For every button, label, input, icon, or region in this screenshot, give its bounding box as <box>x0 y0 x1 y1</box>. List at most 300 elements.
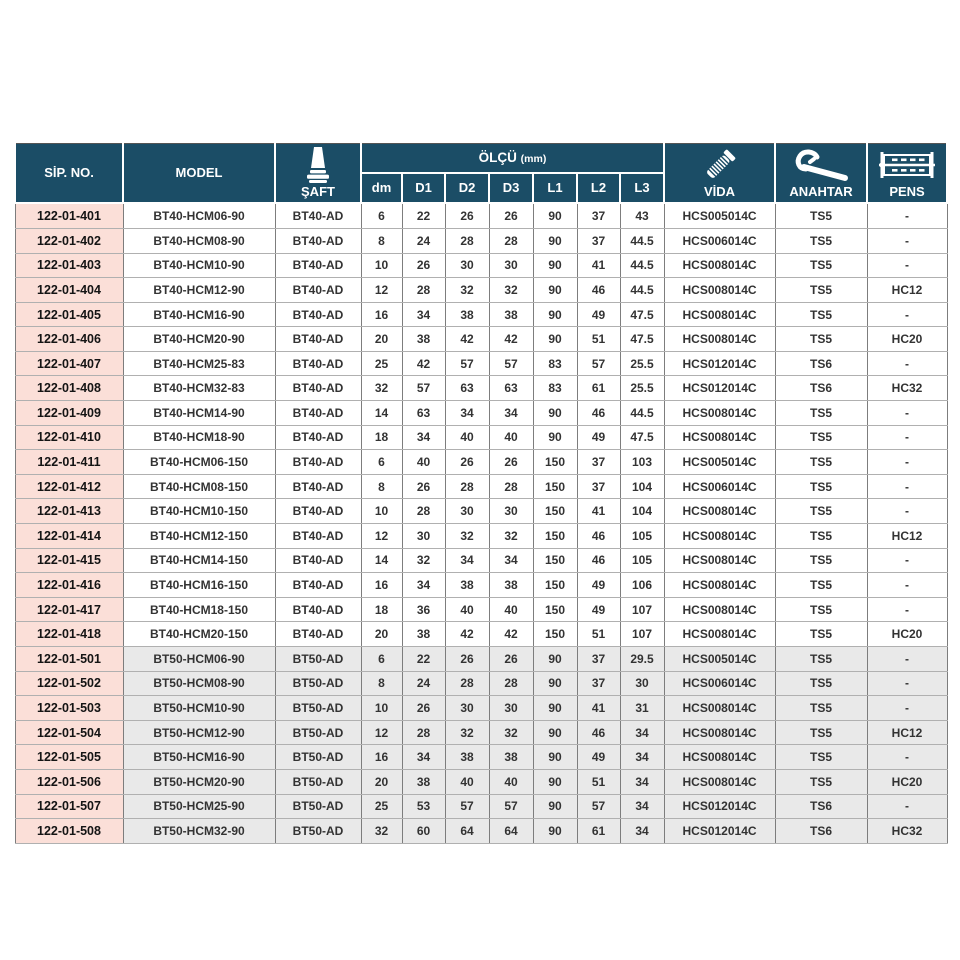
cell-l1: 90 <box>533 278 577 303</box>
cell-d1: 38 <box>402 327 445 352</box>
cell-d3: 42 <box>489 327 533 352</box>
cell-dm: 8 <box>361 671 402 696</box>
cell-anahtar: TS5 <box>775 720 867 745</box>
cell-l2: 37 <box>577 450 620 475</box>
cell-d1: 26 <box>402 696 445 721</box>
cell-model: BT40-HCM10-90 <box>123 253 275 278</box>
table-row <box>15 327 947 352</box>
cell-d1: 34 <box>402 302 445 327</box>
cell-l3: 25.5 <box>620 351 664 376</box>
cell-d3: 30 <box>489 499 533 524</box>
cell-anahtar: TS5 <box>775 499 867 524</box>
cell-dm: 16 <box>361 573 402 598</box>
cell-d2: 32 <box>445 278 489 303</box>
col-header-vida <box>664 144 775 204</box>
cell-pens: HC20 <box>867 327 947 352</box>
cell-dm: 18 <box>361 425 402 450</box>
table-row <box>15 450 947 475</box>
cell-d1: 36 <box>402 597 445 622</box>
cell-l2: 37 <box>577 671 620 696</box>
cell-d2: 28 <box>445 474 489 499</box>
cell-model: BT50-HCM10-90 <box>123 696 275 721</box>
col-header-olcu-group <box>361 144 664 173</box>
cell-anahtar: TS5 <box>775 228 867 253</box>
cell-l2: 41 <box>577 253 620 278</box>
cell-d1: 26 <box>402 253 445 278</box>
cell-pens: - <box>867 745 947 770</box>
cell-d1: 34 <box>402 425 445 450</box>
cell-l1: 150 <box>533 548 577 573</box>
cell-d3: 30 <box>489 253 533 278</box>
olcu-unit-label: (mm) <box>520 153 547 166</box>
cell-vida: HCS008014C <box>664 597 775 622</box>
cell-l2: 51 <box>577 327 620 352</box>
cell-l2: 37 <box>577 474 620 499</box>
cell-pens: HC32 <box>867 376 947 401</box>
cell-model: BT40-HCM08-150 <box>123 474 275 499</box>
cell-d1: 53 <box>402 794 445 819</box>
cell-l2: 46 <box>577 524 620 549</box>
cell-l1: 90 <box>533 253 577 278</box>
table-row <box>15 351 947 376</box>
cell-d2: 38 <box>445 745 489 770</box>
cell-d2: 30 <box>445 499 489 524</box>
cell-l1: 90 <box>533 203 577 228</box>
cell-l3: 105 <box>620 524 664 549</box>
cell-d1: 22 <box>402 203 445 228</box>
cell-l1: 90 <box>533 425 577 450</box>
cell-sip-no: 122-01-410 <box>15 425 123 450</box>
cell-dm: 16 <box>361 302 402 327</box>
cell-l2: 37 <box>577 647 620 672</box>
cell-saft: BT40-AD <box>275 302 361 327</box>
cell-l1: 150 <box>533 573 577 598</box>
cell-l2: 46 <box>577 548 620 573</box>
cell-vida: HCS006014C <box>664 671 775 696</box>
cell-anahtar: TS5 <box>775 696 867 721</box>
cell-saft: BT50-AD <box>275 745 361 770</box>
table-row <box>15 745 947 770</box>
cell-model: BT40-HCM08-90 <box>123 228 275 253</box>
cell-saft: BT40-AD <box>275 499 361 524</box>
cell-dm: 10 <box>361 499 402 524</box>
cell-anahtar: TS5 <box>775 548 867 573</box>
cell-l1: 90 <box>533 769 577 794</box>
cell-d3: 57 <box>489 794 533 819</box>
cell-saft: BT40-AD <box>275 573 361 598</box>
cell-l3: 43 <box>620 203 664 228</box>
cell-l2: 46 <box>577 401 620 426</box>
cell-sip-no: 122-01-401 <box>15 203 123 228</box>
cell-sip-no: 122-01-403 <box>15 253 123 278</box>
cell-anahtar: TS6 <box>775 819 867 844</box>
col-header-l1: L1 <box>533 173 577 203</box>
cell-l3: 107 <box>620 622 664 647</box>
cell-d3: 28 <box>489 671 533 696</box>
cell-saft: BT40-AD <box>275 327 361 352</box>
vida-label: VİDA <box>703 184 736 199</box>
cell-d3: 40 <box>489 597 533 622</box>
cell-dm: 20 <box>361 327 402 352</box>
cell-d1: 42 <box>402 351 445 376</box>
cell-dm: 25 <box>361 794 402 819</box>
cell-d3: 26 <box>489 203 533 228</box>
cell-model: BT50-HCM25-90 <box>123 794 275 819</box>
cell-saft: BT50-AD <box>275 720 361 745</box>
cell-model: BT50-HCM12-90 <box>123 720 275 745</box>
cell-model: BT50-HCM32-90 <box>123 819 275 844</box>
cell-saft: BT40-AD <box>275 278 361 303</box>
cell-d3: 28 <box>489 228 533 253</box>
cell-saft: BT50-AD <box>275 819 361 844</box>
cell-l3: 103 <box>620 450 664 475</box>
cell-d3: 32 <box>489 720 533 745</box>
cell-anahtar: TS5 <box>775 401 867 426</box>
cell-d1: 60 <box>402 819 445 844</box>
cell-anahtar: TS6 <box>775 351 867 376</box>
cell-sip-no: 122-01-504 <box>15 720 123 745</box>
cell-vida: HCS008014C <box>664 327 775 352</box>
cell-d3: 32 <box>489 524 533 549</box>
cell-d2: 32 <box>445 524 489 549</box>
cell-saft: BT50-AD <box>275 794 361 819</box>
cell-d1: 26 <box>402 474 445 499</box>
table-row <box>15 278 947 303</box>
cell-anahtar: TS5 <box>775 425 867 450</box>
cell-vida: HCS008014C <box>664 253 775 278</box>
cell-d1: 28 <box>402 499 445 524</box>
cell-vida: HCS012014C <box>664 376 775 401</box>
cell-vida: HCS005014C <box>664 647 775 672</box>
cell-d2: 28 <box>445 228 489 253</box>
table-row <box>15 819 947 844</box>
product-spec-table <box>14 143 948 844</box>
cell-model: BT50-HCM06-90 <box>123 647 275 672</box>
cell-l1: 150 <box>533 622 577 647</box>
cell-saft: BT40-AD <box>275 425 361 450</box>
cell-d2: 38 <box>445 302 489 327</box>
cell-sip-no: 122-01-502 <box>15 671 123 696</box>
cell-d2: 30 <box>445 696 489 721</box>
col-header-d1: D1 <box>402 173 445 203</box>
cell-d2: 63 <box>445 376 489 401</box>
cell-d3: 38 <box>489 745 533 770</box>
cell-l1: 90 <box>533 327 577 352</box>
cell-sip-no: 122-01-406 <box>15 327 123 352</box>
cell-l3: 44.5 <box>620 278 664 303</box>
cell-l2: 37 <box>577 228 620 253</box>
cell-model: BT40-HCM12-90 <box>123 278 275 303</box>
cell-sip-no: 122-01-415 <box>15 548 123 573</box>
cell-l1: 90 <box>533 302 577 327</box>
col-header-d3: D3 <box>489 173 533 203</box>
cell-l3: 34 <box>620 769 664 794</box>
cell-vida: HCS012014C <box>664 351 775 376</box>
cell-d2: 30 <box>445 253 489 278</box>
cell-sip-no: 122-01-413 <box>15 499 123 524</box>
cell-d2: 26 <box>445 450 489 475</box>
cell-saft: BT50-AD <box>275 647 361 672</box>
cell-pens: - <box>867 597 947 622</box>
cell-l1: 90 <box>533 228 577 253</box>
table-row <box>15 769 947 794</box>
cell-saft: BT50-AD <box>275 671 361 696</box>
cell-l1: 90 <box>533 794 577 819</box>
table-row <box>15 376 947 401</box>
cell-pens: - <box>867 450 947 475</box>
cell-d1: 40 <box>402 450 445 475</box>
cell-d2: 40 <box>445 425 489 450</box>
cell-saft: BT40-AD <box>275 401 361 426</box>
cell-dm: 12 <box>361 720 402 745</box>
cell-vida: HCS008014C <box>664 622 775 647</box>
cell-pens: HC20 <box>867 769 947 794</box>
cell-d2: 28 <box>445 671 489 696</box>
cell-d3: 34 <box>489 401 533 426</box>
cell-l1: 83 <box>533 351 577 376</box>
col-header-sip-no <box>15 144 123 204</box>
cell-dm: 16 <box>361 745 402 770</box>
cell-d3: 63 <box>489 376 533 401</box>
cell-model: BT40-HCM20-90 <box>123 327 275 352</box>
cell-l3: 34 <box>620 794 664 819</box>
cell-l1: 150 <box>533 524 577 549</box>
cell-vida: HCS008014C <box>664 720 775 745</box>
cell-sip-no: 122-01-507 <box>15 794 123 819</box>
cell-l2: 51 <box>577 622 620 647</box>
cell-model: BT40-HCM18-90 <box>123 425 275 450</box>
cell-d1: 34 <box>402 745 445 770</box>
cell-d3: 28 <box>489 474 533 499</box>
cell-l1: 90 <box>533 720 577 745</box>
hook-wrench-icon <box>776 146 866 184</box>
col-header-model <box>123 144 275 204</box>
table-row <box>15 696 947 721</box>
table-row <box>15 671 947 696</box>
table-row <box>15 401 947 426</box>
cell-vida: HCS008014C <box>664 278 775 303</box>
cell-dm: 8 <box>361 474 402 499</box>
cell-dm: 14 <box>361 548 402 573</box>
cell-saft: BT40-AD <box>275 524 361 549</box>
cell-l3: 47.5 <box>620 302 664 327</box>
cell-saft: BT40-AD <box>275 450 361 475</box>
table-body <box>15 203 947 844</box>
cell-pens: - <box>867 351 947 376</box>
cell-pens: - <box>867 253 947 278</box>
cell-sip-no: 122-01-412 <box>15 474 123 499</box>
table-row <box>15 647 947 672</box>
cell-l3: 29.5 <box>620 647 664 672</box>
cell-saft: BT40-AD <box>275 474 361 499</box>
cell-anahtar: TS5 <box>775 769 867 794</box>
table-row <box>15 573 947 598</box>
cell-sip-no: 122-01-407 <box>15 351 123 376</box>
table-row <box>15 622 947 647</box>
cell-l2: 49 <box>577 597 620 622</box>
cell-d3: 32 <box>489 278 533 303</box>
cell-l3: 31 <box>620 696 664 721</box>
cell-vida: HCS008014C <box>664 524 775 549</box>
cell-anahtar: TS5 <box>775 573 867 598</box>
cell-l2: 61 <box>577 819 620 844</box>
cell-model: BT40-HCM20-150 <box>123 622 275 647</box>
cell-pens: - <box>867 203 947 228</box>
cell-sip-no: 122-01-418 <box>15 622 123 647</box>
cell-d2: 40 <box>445 597 489 622</box>
cell-l3: 30 <box>620 671 664 696</box>
cell-d3: 34 <box>489 548 533 573</box>
cell-anahtar: TS5 <box>775 622 867 647</box>
cell-vida: HCS008014C <box>664 302 775 327</box>
cell-d1: 38 <box>402 622 445 647</box>
cell-anahtar: TS6 <box>775 376 867 401</box>
cell-model: BT40-HCM06-150 <box>123 450 275 475</box>
cell-sip-no: 122-01-506 <box>15 769 123 794</box>
model-label: MODEL <box>175 165 223 180</box>
pens-label: PENS <box>889 184 925 199</box>
cell-anahtar: TS5 <box>775 203 867 228</box>
col-header-dm: dm <box>361 173 402 203</box>
cell-saft: BT40-AD <box>275 622 361 647</box>
cell-l2: 61 <box>577 376 620 401</box>
cell-l2: 49 <box>577 302 620 327</box>
cell-dm: 6 <box>361 203 402 228</box>
cell-l2: 49 <box>577 573 620 598</box>
cell-d3: 30 <box>489 696 533 721</box>
table-row <box>15 548 947 573</box>
cell-vida: HCS008014C <box>664 696 775 721</box>
cell-d1: 63 <box>402 401 445 426</box>
cell-l3: 47.5 <box>620 327 664 352</box>
cell-dm: 10 <box>361 696 402 721</box>
cell-pens: - <box>867 499 947 524</box>
cell-vida: HCS006014C <box>664 228 775 253</box>
cell-l1: 150 <box>533 597 577 622</box>
cell-l1: 90 <box>533 647 577 672</box>
table-row <box>15 794 947 819</box>
cell-model: BT50-HCM20-90 <box>123 769 275 794</box>
cell-l1: 90 <box>533 401 577 426</box>
cell-pens: - <box>867 302 947 327</box>
cell-d1: 57 <box>402 376 445 401</box>
col-header-l2: L2 <box>577 173 620 203</box>
cell-l2: 37 <box>577 203 620 228</box>
cell-pens: - <box>867 228 947 253</box>
table-row <box>15 524 947 549</box>
cell-vida: HCS005014C <box>664 450 775 475</box>
cell-l3: 107 <box>620 597 664 622</box>
cell-d2: 57 <box>445 351 489 376</box>
cell-d2: 57 <box>445 794 489 819</box>
cell-saft: BT50-AD <box>275 769 361 794</box>
cell-model: BT40-HCM32-83 <box>123 376 275 401</box>
cell-l3: 44.5 <box>620 253 664 278</box>
cell-sip-no: 122-01-501 <box>15 647 123 672</box>
col-header-l3: L3 <box>620 173 664 203</box>
cell-pens: HC32 <box>867 819 947 844</box>
cell-d3: 64 <box>489 819 533 844</box>
cell-anahtar: TS6 <box>775 794 867 819</box>
cell-dm: 6 <box>361 450 402 475</box>
cell-saft: BT40-AD <box>275 597 361 622</box>
cell-d1: 38 <box>402 769 445 794</box>
cell-model: BT50-HCM16-90 <box>123 745 275 770</box>
cell-d1: 28 <box>402 278 445 303</box>
saft-label: ŞAFT <box>301 184 335 199</box>
cell-l1: 150 <box>533 499 577 524</box>
catalog-table-section <box>14 143 946 839</box>
cell-anahtar: TS5 <box>775 474 867 499</box>
sip-no-label: SİP. NO. <box>44 165 94 180</box>
cell-d3: 42 <box>489 622 533 647</box>
cell-l3: 34 <box>620 720 664 745</box>
anahtar-label: ANAHTAR <box>789 184 853 199</box>
cell-pens: - <box>867 548 947 573</box>
cell-saft: BT50-AD <box>275 696 361 721</box>
cell-sip-no: 122-01-411 <box>15 450 123 475</box>
cell-vida: HCS008014C <box>664 548 775 573</box>
cell-l2: 41 <box>577 696 620 721</box>
cell-dm: 20 <box>361 622 402 647</box>
cell-pens: - <box>867 474 947 499</box>
cell-l3: 34 <box>620 745 664 770</box>
cell-l1: 83 <box>533 376 577 401</box>
cell-anahtar: TS5 <box>775 647 867 672</box>
cell-pens: HC12 <box>867 524 947 549</box>
cell-vida: HCS012014C <box>664 794 775 819</box>
cell-anahtar: TS5 <box>775 278 867 303</box>
cell-l2: 57 <box>577 794 620 819</box>
cell-model: BT40-HCM14-150 <box>123 548 275 573</box>
cell-sip-no: 122-01-503 <box>15 696 123 721</box>
cell-l3: 44.5 <box>620 401 664 426</box>
collet-icon <box>868 146 946 184</box>
cell-d2: 32 <box>445 720 489 745</box>
tool-shank-icon <box>276 146 360 184</box>
cell-anahtar: TS5 <box>775 302 867 327</box>
cell-d2: 34 <box>445 548 489 573</box>
cell-d3: 38 <box>489 573 533 598</box>
cell-l3: 104 <box>620 499 664 524</box>
cell-d1: 30 <box>402 524 445 549</box>
cell-dm: 20 <box>361 769 402 794</box>
cell-l3: 104 <box>620 474 664 499</box>
cell-l2: 51 <box>577 769 620 794</box>
cell-d2: 34 <box>445 401 489 426</box>
cell-pens: - <box>867 671 947 696</box>
cell-d1: 34 <box>402 573 445 598</box>
cell-d2: 64 <box>445 819 489 844</box>
cell-dm: 32 <box>361 376 402 401</box>
table-row <box>15 425 947 450</box>
cell-dm: 18 <box>361 597 402 622</box>
cell-d2: 26 <box>445 203 489 228</box>
cell-vida: HCS008014C <box>664 499 775 524</box>
cell-vida: HCS008014C <box>664 425 775 450</box>
cell-d3: 38 <box>489 302 533 327</box>
cell-model: BT40-HCM16-90 <box>123 302 275 327</box>
cell-anahtar: TS5 <box>775 327 867 352</box>
col-header-d2: D2 <box>445 173 489 203</box>
col-header-saft <box>275 144 361 204</box>
cell-d1: 24 <box>402 228 445 253</box>
cell-d2: 42 <box>445 327 489 352</box>
table-row <box>15 228 947 253</box>
cell-sip-no: 122-01-408 <box>15 376 123 401</box>
cell-anahtar: TS5 <box>775 253 867 278</box>
cell-model: BT40-HCM10-150 <box>123 499 275 524</box>
